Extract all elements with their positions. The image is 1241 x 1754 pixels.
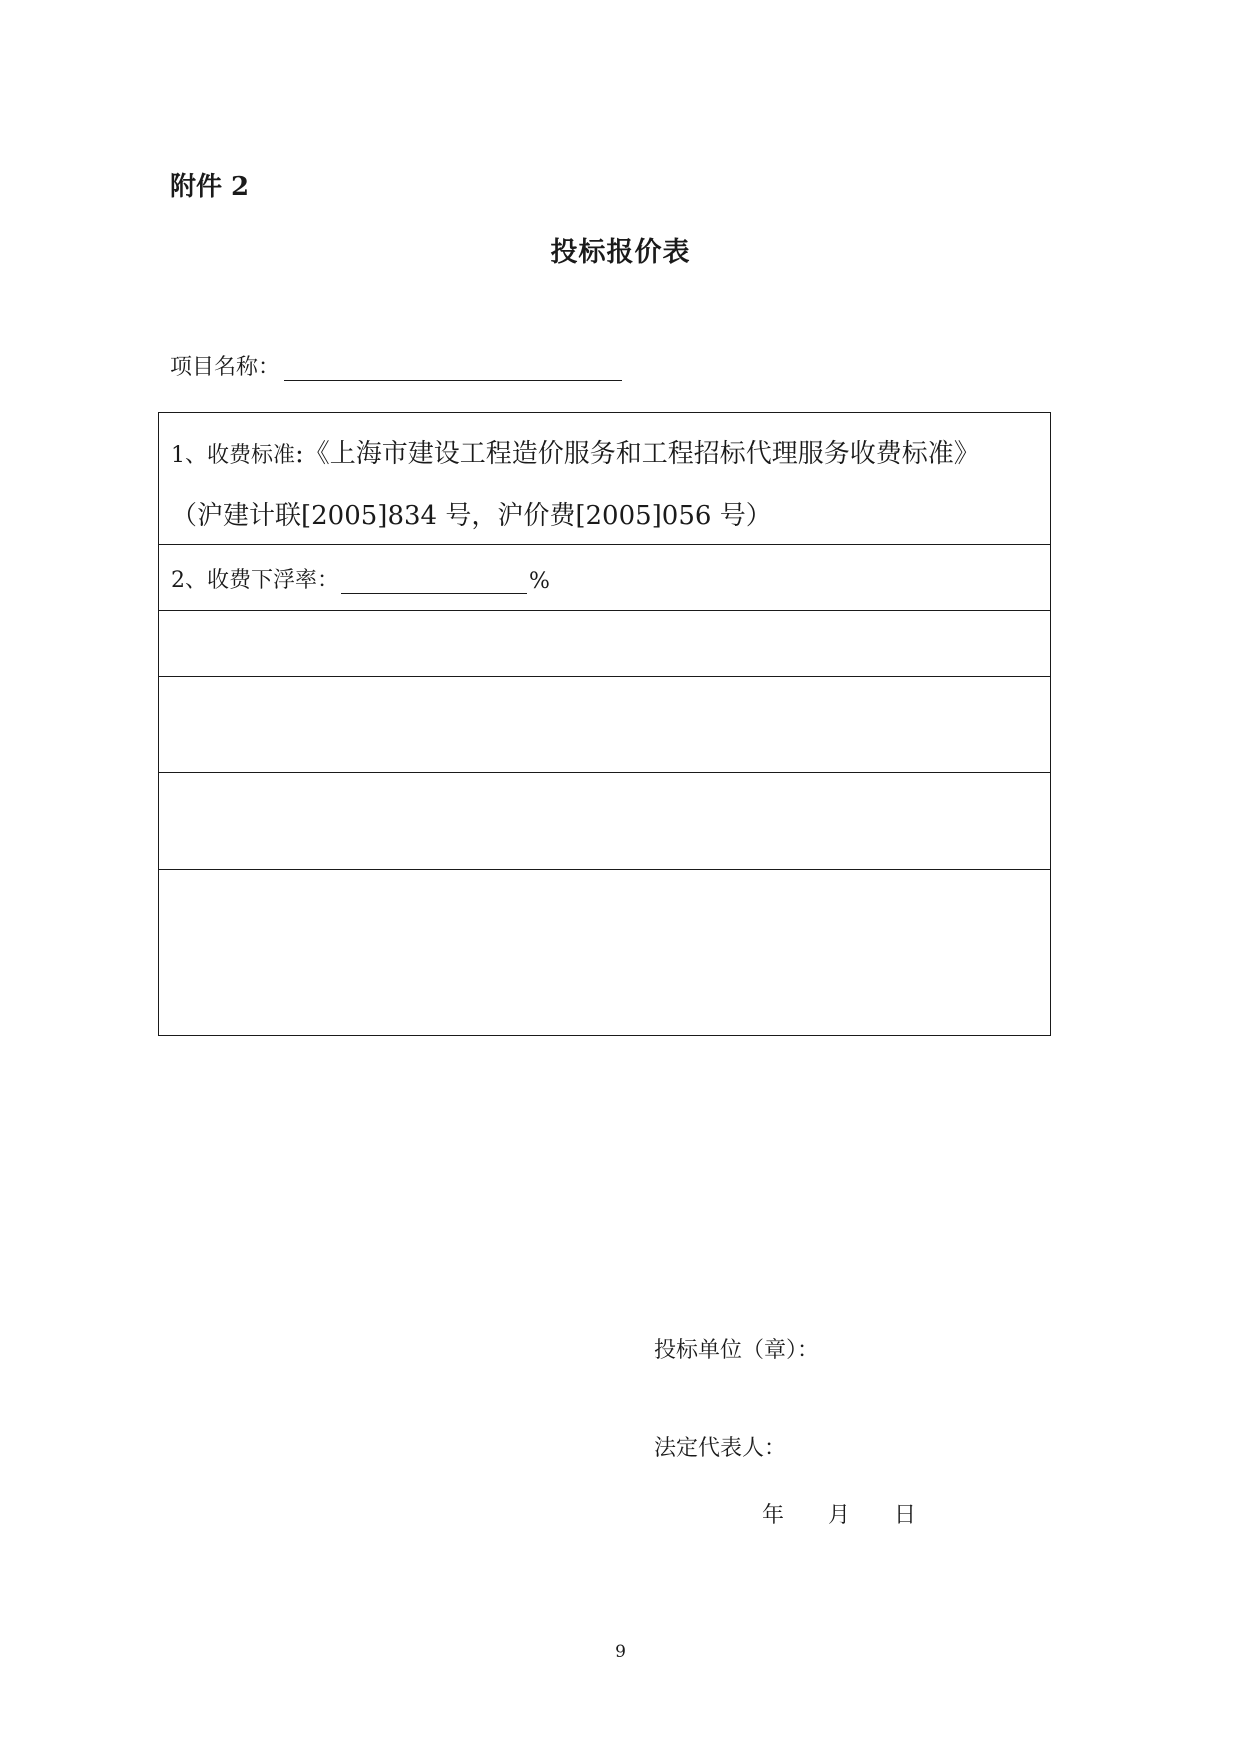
fee-standard-prefix: 1、收费标准 — [171, 443, 295, 468]
fee-standard-reference: （沪建计联[2005]834 号，沪价费[2005]056 号） — [171, 501, 772, 531]
date-year: 年 — [762, 1503, 785, 1528]
page-number: 9 — [615, 1642, 626, 1662]
project-name-field — [170, 350, 622, 381]
project-name-blank[interactable] — [284, 354, 622, 381]
fee-standard-title: :《上海市建设工程造价服务和工程招标代理服务收费标准》 — [295, 439, 980, 469]
table-row-discount-rate — [159, 545, 1050, 611]
table-row-empty — [159, 611, 1050, 677]
table-row-empty — [159, 870, 1050, 1035]
discount-rate-blank[interactable] — [341, 569, 527, 594]
table-row-empty — [159, 773, 1050, 870]
date-month: 月 — [828, 1503, 851, 1528]
table-row-fee-standard — [159, 413, 1050, 545]
date-day: 日 — [894, 1503, 917, 1528]
bidder-seal-label: 投标单位（章）： — [654, 1338, 820, 1363]
annex-label: 附件 2 — [170, 172, 250, 202]
fee-standard-text — [171, 433, 980, 470]
quotation-table — [158, 412, 1051, 1036]
discount-rate-unit: % — [529, 569, 550, 594]
discount-rate-text — [171, 563, 550, 594]
discount-rate-label: 2、收费下浮率： — [171, 568, 339, 593]
legal-representative-label: 法定代表人： — [654, 1436, 787, 1461]
page-title: 投标报价表 — [550, 237, 691, 268]
table-row-empty — [159, 677, 1050, 773]
signature-date — [762, 1498, 916, 1529]
project-name-label: 项目名称： — [170, 355, 281, 380]
